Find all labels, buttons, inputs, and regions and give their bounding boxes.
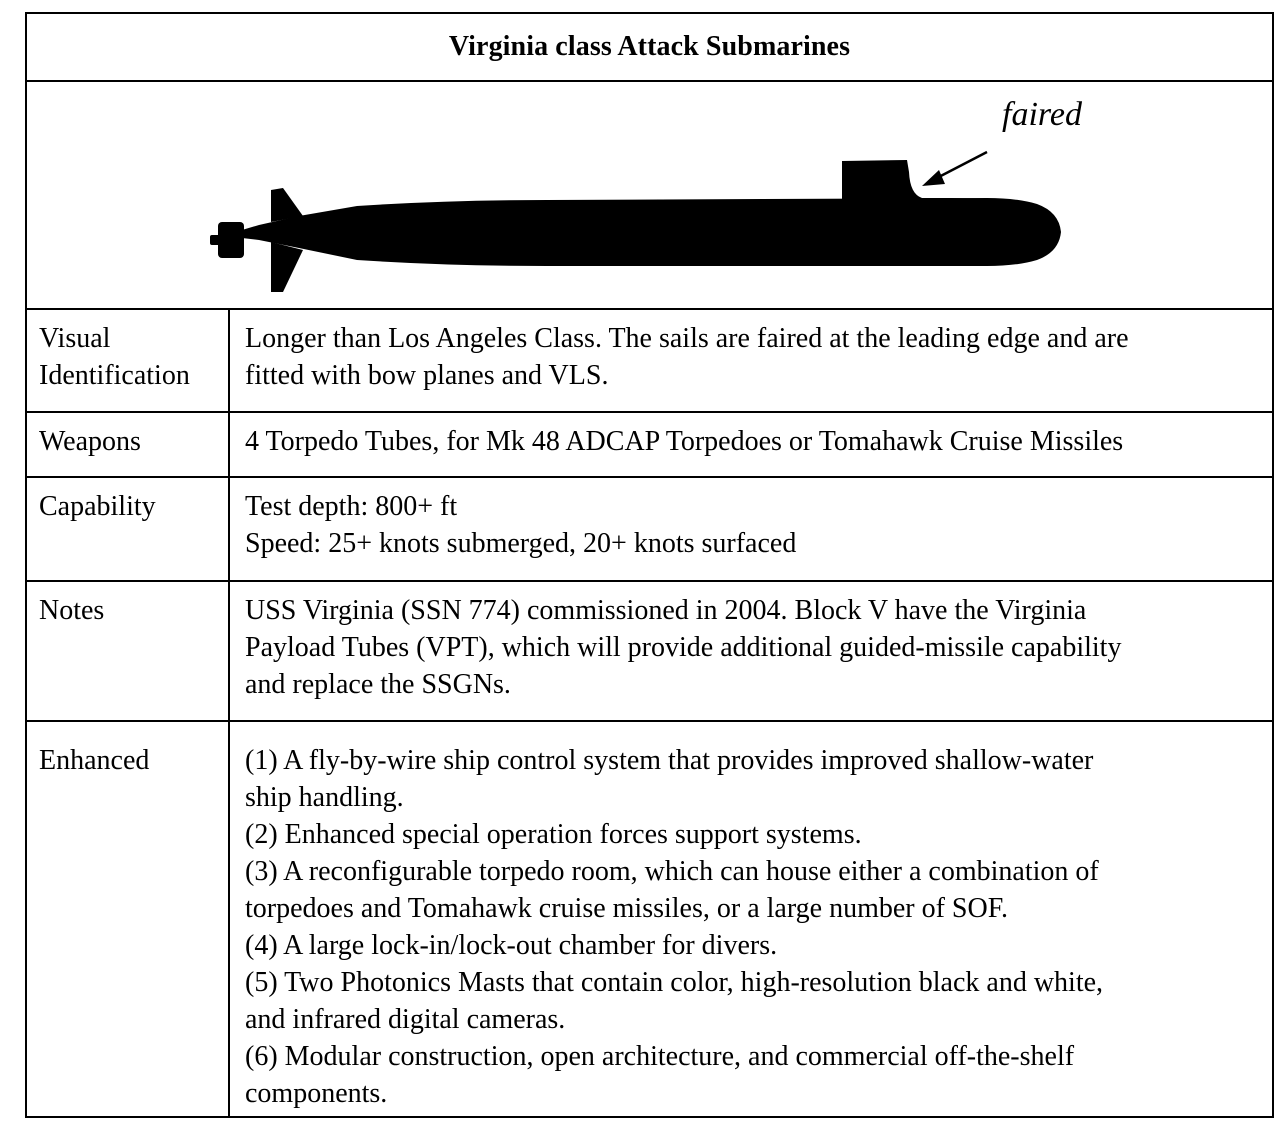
label-line: Identification: [39, 360, 190, 391]
row-value: [230, 722, 1272, 1116]
value-line: and infrared digital cameras.: [245, 1004, 566, 1035]
value-line: components.: [245, 1078, 388, 1109]
value-line: Longer than Los Angeles Class. The sails are faired at the leading edge and are: [245, 323, 1129, 354]
value-line: 4 Torpedo Tubes, for Mk 48 ADCAP Torpedoes or Tomahawk Cruise Missiles: [245, 426, 1124, 457]
value-line: (4) A large lock-in/lock-out chamber for divers.: [245, 930, 778, 961]
row-notes: [27, 582, 1272, 722]
row-value: [230, 413, 1272, 476]
submarine-propulsor-tip: [210, 235, 220, 245]
row-label: [27, 310, 230, 411]
submarine-hull: [242, 198, 1061, 266]
value-line: (3) A reconfigurable torpedo room, which can house either a combination of: [245, 856, 1099, 887]
value-line: torpedoes and Tomahawk cruise missiles, or a large number of SOF.: [245, 893, 1009, 924]
label-line: Enhanced: [39, 745, 150, 776]
value-line: (2) Enhanced special operation forces support systems.: [245, 819, 862, 850]
value-line: (6) Modular construction, open architecture, and commercial off-the-shelf: [245, 1041, 1075, 1072]
submarine-silhouette-icon: [27, 82, 1272, 308]
row-label: [27, 478, 230, 580]
value-line: and replace the SSGNs.: [245, 669, 511, 700]
faired-annotation: faired: [1002, 96, 1082, 133]
title-row: [27, 14, 1272, 82]
row-capability: [27, 478, 1272, 582]
row-value: [230, 478, 1272, 580]
row-label: [27, 722, 230, 1116]
image-row: [27, 82, 1272, 310]
label-line: Capability: [39, 491, 156, 522]
row-enhanced: [27, 722, 1272, 1116]
label-line: Weapons: [39, 426, 141, 457]
row-weapons: [27, 413, 1272, 478]
submarine-propulsor: [218, 222, 244, 258]
value-line: (5) Two Photonics Masts that contain color, high-resolution black and white,: [245, 967, 1104, 998]
table-title: Virginia class Attack Submarines: [448, 31, 851, 62]
label-line: Notes: [39, 595, 105, 626]
value-line: Payload Tubes (VPT), which will provide additional guided-missile capability: [245, 632, 1122, 663]
faired-arrow-head: [922, 170, 945, 186]
submarine-upper-fin: [271, 188, 303, 222]
submarine-sail: [842, 160, 987, 200]
value-line: USS Virginia (SSN 774) commissioned in 2004. Block V have the Virginia: [245, 595, 1087, 626]
row-label: [27, 413, 230, 476]
value-line: (1) A fly-by-wire ship control system that provides improved shallow-water: [245, 745, 1094, 776]
row-value: [230, 310, 1272, 411]
label-line: Visual: [39, 323, 111, 354]
row-label: [27, 582, 230, 720]
row-visual-identification: [27, 310, 1272, 413]
row-value: [230, 582, 1272, 720]
value-line: Test depth: 800+ ft: [245, 491, 458, 522]
value-line: ship handling.: [245, 782, 404, 813]
submarine-lower-fin: [271, 242, 303, 292]
submarine-spec-table: [25, 12, 1274, 1118]
value-line: fitted with bow planes and VLS.: [245, 360, 609, 391]
value-line: Speed: 25+ knots submerged, 20+ knots surfaced: [245, 528, 797, 559]
